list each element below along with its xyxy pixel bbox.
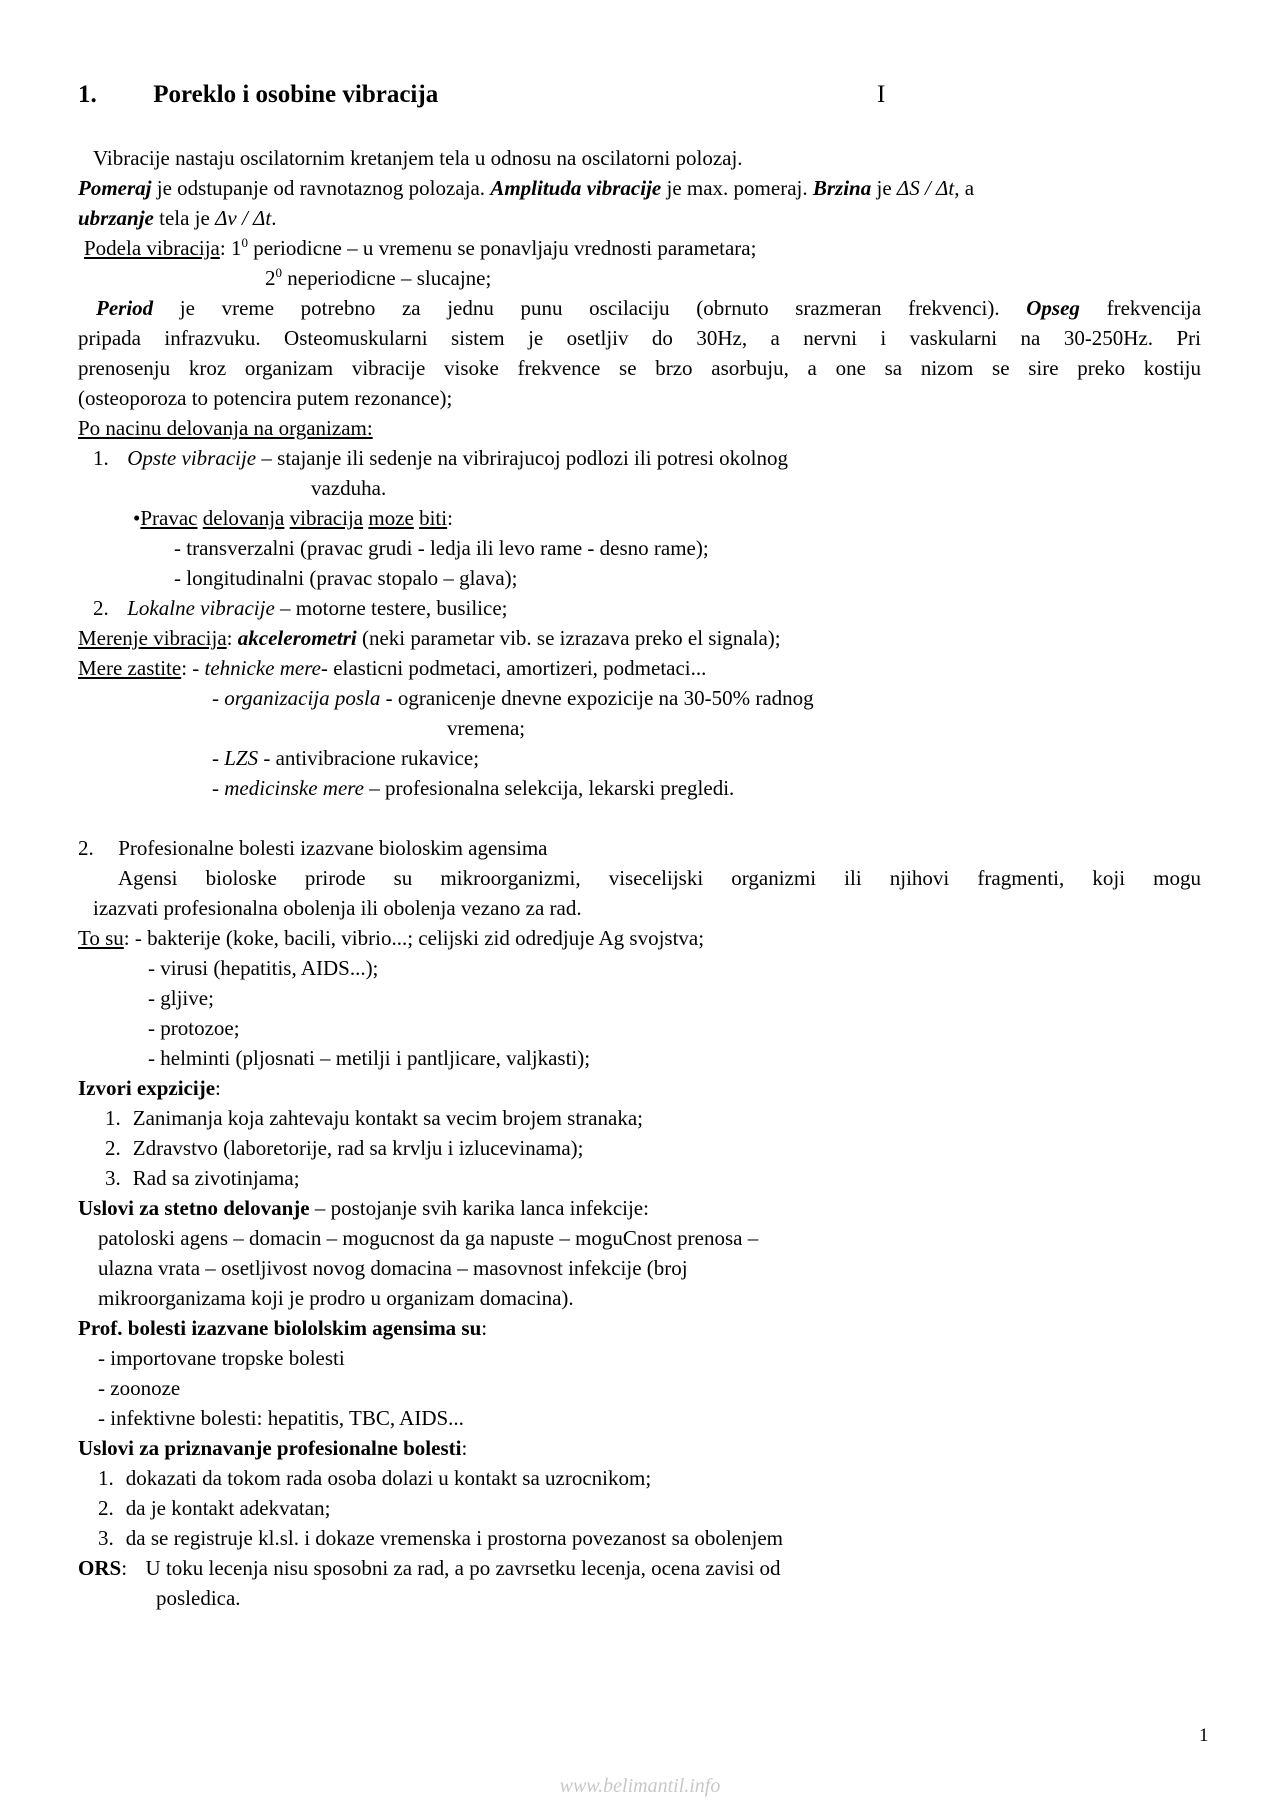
izvori-num: 3. <box>105 1166 121 1190</box>
priznavanje-item <box>98 1495 330 1521</box>
to-su-line <box>78 925 704 951</box>
brzina-formula: ΔS / Δt <box>896 176 955 200</box>
pravac-word-1: Pravac <box>140 506 198 530</box>
podela-2-text: neperiodicne – slucajne; <box>287 266 492 290</box>
section1-number: 1. <box>78 81 97 108</box>
po-nacinu-heading: Po nacinu delovanja na organizam: <box>78 416 373 440</box>
merenje-label: Merenje vibracija <box>78 626 227 650</box>
page-number: 1 <box>1199 1725 1209 1746</box>
izvori-text: Zanimanja koja zahtevaju kontakt sa vecim brojem stranaka; <box>132 1106 643 1130</box>
agent-item: - gljive; <box>148 986 214 1010</box>
priznavanje-item <box>98 1465 651 1491</box>
mere2-term: organizacija posla <box>224 686 381 710</box>
merenje-term: akcelerometri <box>237 626 357 650</box>
izvori-item <box>105 1105 643 1131</box>
watermark: www.belimantil.info <box>559 1775 721 1797</box>
ors-colon: : <box>121 1556 128 1580</box>
priznavanje-text: da se registruje kl.sl. i dokaze vremenska i prostorna povezanost sa obolenjem <box>125 1526 783 1550</box>
brzina-tail: , a <box>954 176 975 200</box>
izvori-heading <box>78 1075 221 1101</box>
mere4-text: – profesionalna selekcija, lekarski pregledi. <box>369 776 735 800</box>
izvori-text: Rad sa zivotinjama; <box>132 1166 300 1190</box>
podela-label: Podela vibracija <box>84 236 220 260</box>
period-text: je vreme potrebno za jednu punu oscilaciju (obrnuto srazmeran frekvenci). <box>179 296 1000 320</box>
para-line-3: prenosenju kroz organizam vibracije visoke frekvence se brzo asorbuju, a one sa nizom se sire preko kostiju <box>78 356 1201 380</box>
uslovi-heading <box>78 1195 649 1221</box>
ubrzanje-formula: Δv / Δt <box>215 206 272 230</box>
item2-num: 2. <box>93 596 109 620</box>
pravac-colon: : <box>447 506 453 530</box>
mere2-dash: - <box>212 686 219 710</box>
section2-intro-1: Agensi bioloske prirode su mikroorganizmi, visecelijski organizmi ili njihovi fragmenti, koji mogu <box>118 866 1201 890</box>
priznavanje-num: 2. <box>98 1496 114 1520</box>
agent-item: - virusi (hepatitis, AIDS...); <box>148 956 379 980</box>
to-su-text: : - bakterije (koke, bacili, vibrio...; celijski zid odredjuje Ag svojstva; <box>123 926 705 950</box>
priznavanje-text: dokazati da tokom rada osoba dolazi u kontakt sa uzrocnikom; <box>125 1466 652 1490</box>
section2-title: Profesionalne bolesti izazvane bioloskim agensima <box>118 836 548 860</box>
izvori-num: 2. <box>105 1136 121 1160</box>
prof-colon: : <box>481 1316 488 1340</box>
podela-line-2 <box>265 265 491 291</box>
ubrzanje-tail: . <box>271 206 277 230</box>
izvori-item <box>105 1165 300 1191</box>
izvori-label: Izvori expzicije <box>78 1076 216 1100</box>
mere-line-1 <box>78 655 706 681</box>
mere1-text: elasticni podmetaci, amortizeri, podmetaci... <box>333 656 707 680</box>
longitudinalni-line: - longitudinalni (pravac stopalo – glava); <box>174 566 518 590</box>
izvori-item <box>105 1135 584 1161</box>
mere-label: Mere zastite <box>78 656 182 680</box>
para-line-4: (osteoporoza to potencira putem rezonance); <box>78 386 453 410</box>
podela-1-num: 1 <box>230 236 242 260</box>
mere2-cont: vremena; <box>447 716 526 740</box>
item2-term: Lokalne vibracije <box>127 596 275 620</box>
pomeraj-text: je odstupanje od ravnotaznog polozaja. <box>156 176 486 200</box>
agent-item: - protozoe; <box>148 1016 240 1040</box>
izvori-text: Zdravstvo (laboretorije, rad sa krvlju i izlucevinama); <box>132 1136 584 1160</box>
mere-line-2 <box>212 685 814 711</box>
uslovi-line: ulazna vrata – osetljivost novog domacina – masovnost infekcije (broj <box>98 1256 688 1280</box>
podela-line-1 <box>84 235 756 261</box>
priznavanje-num: 3. <box>98 1526 114 1550</box>
podela-1-text: periodicne – u vremenu se ponavljaju vrednosti parametara; <box>253 236 757 260</box>
merenje-line <box>78 625 781 651</box>
priznavanje-item <box>98 1525 783 1551</box>
prof-item: - infektivne bolesti: hepatitis, TBC, AIDS... <box>98 1406 464 1430</box>
podela-colon: : <box>219 236 226 260</box>
izvori-colon: : <box>215 1076 221 1100</box>
mere4-dash: - <box>212 776 219 800</box>
period-term: Period <box>96 296 154 320</box>
uslovi-label: Uslovi za stetno delovanje <box>78 1196 310 1220</box>
mere-colon: : - <box>181 656 200 680</box>
item2-line <box>93 595 507 621</box>
prof-item: - zoonoze <box>98 1376 181 1400</box>
podela-1-sup: 0 <box>241 235 248 250</box>
mere3-dash: - <box>212 746 219 770</box>
priznavanje-colon: : <box>461 1436 468 1460</box>
section1-roman: I <box>877 81 886 108</box>
uslovi-line: mikroorganizama koji je prodro u organizam domacina). <box>98 1286 574 1310</box>
ors-text: U toku lecenja nisu sposobni za rad, a po zavrsetku lecenja, ocena zavisi od <box>145 1556 781 1580</box>
amplituda-text: je max. pomeraj. <box>666 176 808 200</box>
pomeraj-term: Pomeraj <box>78 176 152 200</box>
opseg-text: frekvencija <box>1106 296 1202 320</box>
to-su-label: To su <box>78 926 124 950</box>
pravac-word-3: vibracija <box>289 506 364 530</box>
ors-line <box>78 1555 781 1581</box>
podela-2-sup: 0 <box>275 265 282 280</box>
mere4-term: medicinske mere <box>224 776 364 800</box>
section1-heading <box>78 82 438 108</box>
opseg-term: Opseg <box>1026 296 1080 320</box>
mere1-term: tehnicke mere- <box>204 656 328 680</box>
item1-line <box>93 445 788 471</box>
pravac-word-5: biti <box>419 506 448 530</box>
mere3-term: LZS <box>224 746 259 770</box>
uslovi-line: patoloski agens – domacin – mogucnost da ga napuste – moguCnost prenosa – <box>98 1226 759 1250</box>
ors-cont: posledica. <box>156 1586 241 1610</box>
agent-item: - helminti (pljosnati – metilji i pantljicare, valjkasti); <box>148 1046 591 1070</box>
brzina-term: Brzina <box>812 176 872 200</box>
mere2-text: - ogranicenje dnevne expozicije na 30-50% radnog <box>385 686 814 710</box>
intro-line: Vibracije nastaju oscilatornim kretanjem tela u odnosu na oscilatorni polozaj. <box>93 146 743 170</box>
item1-text: – stajanje ili sedenje na vibrirajucoj podlozi ili potresi okolnog <box>261 446 789 470</box>
mere-line-4 <box>212 775 734 801</box>
item1-term: Opste vibracije <box>127 446 257 470</box>
izvori-num: 1. <box>105 1106 121 1130</box>
period-line <box>78 295 1201 321</box>
pravac-line <box>133 505 453 531</box>
podela-2-num: 2 <box>265 266 276 290</box>
merenje-colon: : <box>226 626 233 650</box>
prof-label: Prof. bolesti izazvane biololskim agensima su <box>78 1316 482 1340</box>
priznavanje-num: 1. <box>98 1466 114 1490</box>
bullet-icon: • <box>133 506 141 530</box>
pomeraj-line <box>78 175 974 201</box>
ubrzanje-line <box>78 205 276 231</box>
merenje-text: (neki parametar vib. se izrazava preko el signala); <box>361 626 781 650</box>
uslovi-text: – postojanje svih karika lanca infekcije: <box>314 1196 649 1220</box>
priznavanje-label: Uslovi za priznavanje profesionalne bolesti <box>78 1436 462 1460</box>
pravac-word-2: delovanja <box>202 506 285 530</box>
amplituda-term: Amplituda vibracije <box>490 176 662 200</box>
ors-label: ORS <box>78 1556 122 1580</box>
item1-cont: vazduha. <box>311 476 387 500</box>
section2-intro-2: izazvati profesionalna obolenja ili obolenja vezano za rad. <box>93 896 582 920</box>
prof-heading <box>78 1315 487 1341</box>
pravac-word-4: moze <box>368 506 414 530</box>
priznavanje-heading <box>78 1435 467 1461</box>
item2-text: – motorne testere, busilice; <box>280 596 508 620</box>
ubrzanje-text: tela je <box>159 206 210 230</box>
brzina-text: je <box>876 176 892 200</box>
transverzalni-line: - transverzalni (pravac grudi - ledja ili levo rame - desno rame); <box>174 536 709 560</box>
para-line-2: pripada infrazvuku. Osteomuskularni sistem je osetljiv do 30Hz, a nervni i vaskularni na 30-250Hz. Pri <box>78 326 1201 350</box>
prof-item: - importovane tropske bolesti <box>98 1346 345 1370</box>
section2-heading <box>78 835 547 861</box>
ubrzanje-term: ubrzanje <box>78 206 154 230</box>
section1-title: Poreklo i osobine vibracija <box>153 81 439 108</box>
mere3-text: - antivibracione rukavice; <box>263 746 480 770</box>
section2-number: 2. <box>78 836 94 860</box>
item1-num: 1. <box>93 446 109 470</box>
mere-line-3 <box>212 745 479 771</box>
priznavanje-text: da je kontakt adekvatan; <box>125 1496 331 1520</box>
